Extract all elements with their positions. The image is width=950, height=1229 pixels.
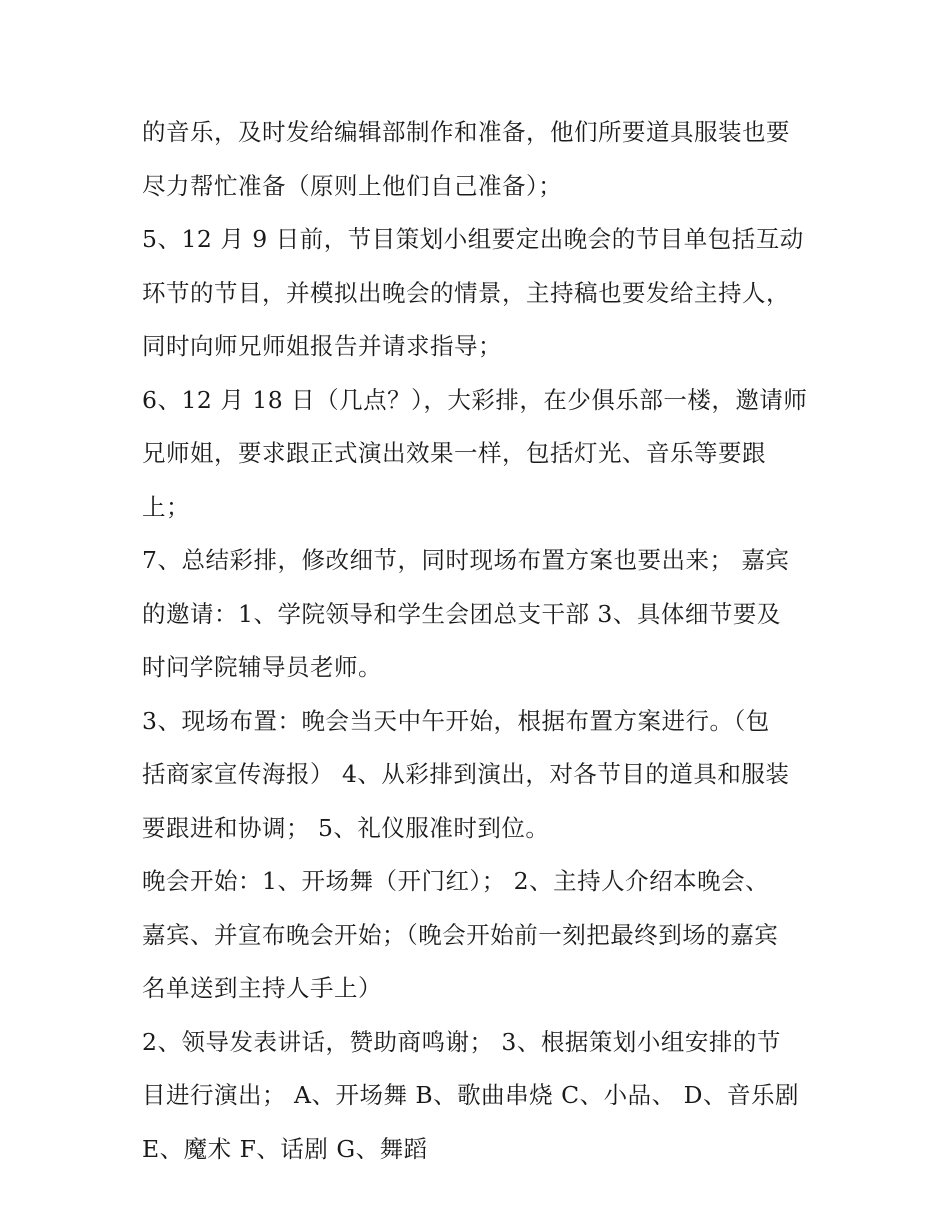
text-line: E、魔术 F、话剧 G、舞蹈 bbox=[142, 1134, 428, 1163]
text-line: 上； bbox=[142, 492, 190, 521]
text-line: 的邀请：1、学院领导和学生会团总支干部 3、具体细节要及 bbox=[142, 599, 781, 628]
text-line: 3、现场布置：晚会当天中午开始，根据布置方案进行。（包 bbox=[142, 706, 770, 735]
text-line: 同时向师兄师姐报告并请求指导； bbox=[142, 332, 502, 360]
text-line: 环节的节目，并模拟出晚会的情景，主持稿也要发给主持人， bbox=[142, 278, 790, 307]
document-body bbox=[142, 110, 832, 1180]
text-line: 5、12 月 9 日前，节目策划小组要定出晚会的节目单包括互动 bbox=[142, 225, 804, 253]
text-line: 括商家宣传海报） 4、从彩排到演出，对各节目的道具和服装 bbox=[142, 760, 790, 788]
text-line: 6、12 月 18 日（几点？），大彩排，在少俱乐部一楼，邀请师 bbox=[142, 385, 808, 414]
text-line: 目进行演出； A、开场舞 B、歌曲串烧 C、小品、 D、音乐剧 bbox=[142, 1081, 799, 1109]
text-line: 兄师姐，要求跟正式演出效果一样，包括灯光、音乐等要跟 bbox=[142, 439, 766, 467]
text-line: 尽力帮忙准备（原则上他们自己准备）； bbox=[142, 171, 563, 200]
text-line: 晚会开始：1、开场舞（开门红）； 2、主持人介绍本晚会、 bbox=[142, 867, 770, 895]
text-line: 名单送到主持人手上） bbox=[142, 974, 382, 1002]
text-line: 7、总结彩排，修改细节，同时现场布置方案也要出来； 嘉宾 bbox=[142, 546, 790, 574]
text-line: 要跟进和协调； 5、礼仪服准时到位。 bbox=[142, 813, 550, 842]
text-line: 2、领导发表讲话，赞助商鸣谢； 3、根据策划小组安排的节 bbox=[142, 1027, 781, 1056]
text-line: 嘉宾、并宣布晚会开始；（晚会开始前一刻把最终到场的嘉宾 bbox=[142, 920, 779, 949]
text-line: 时问学院辅导员老师。 bbox=[142, 653, 382, 681]
text-line: 的音乐，及时发给编辑部制作和准备，他们所要道具服装也要 bbox=[142, 118, 790, 146]
